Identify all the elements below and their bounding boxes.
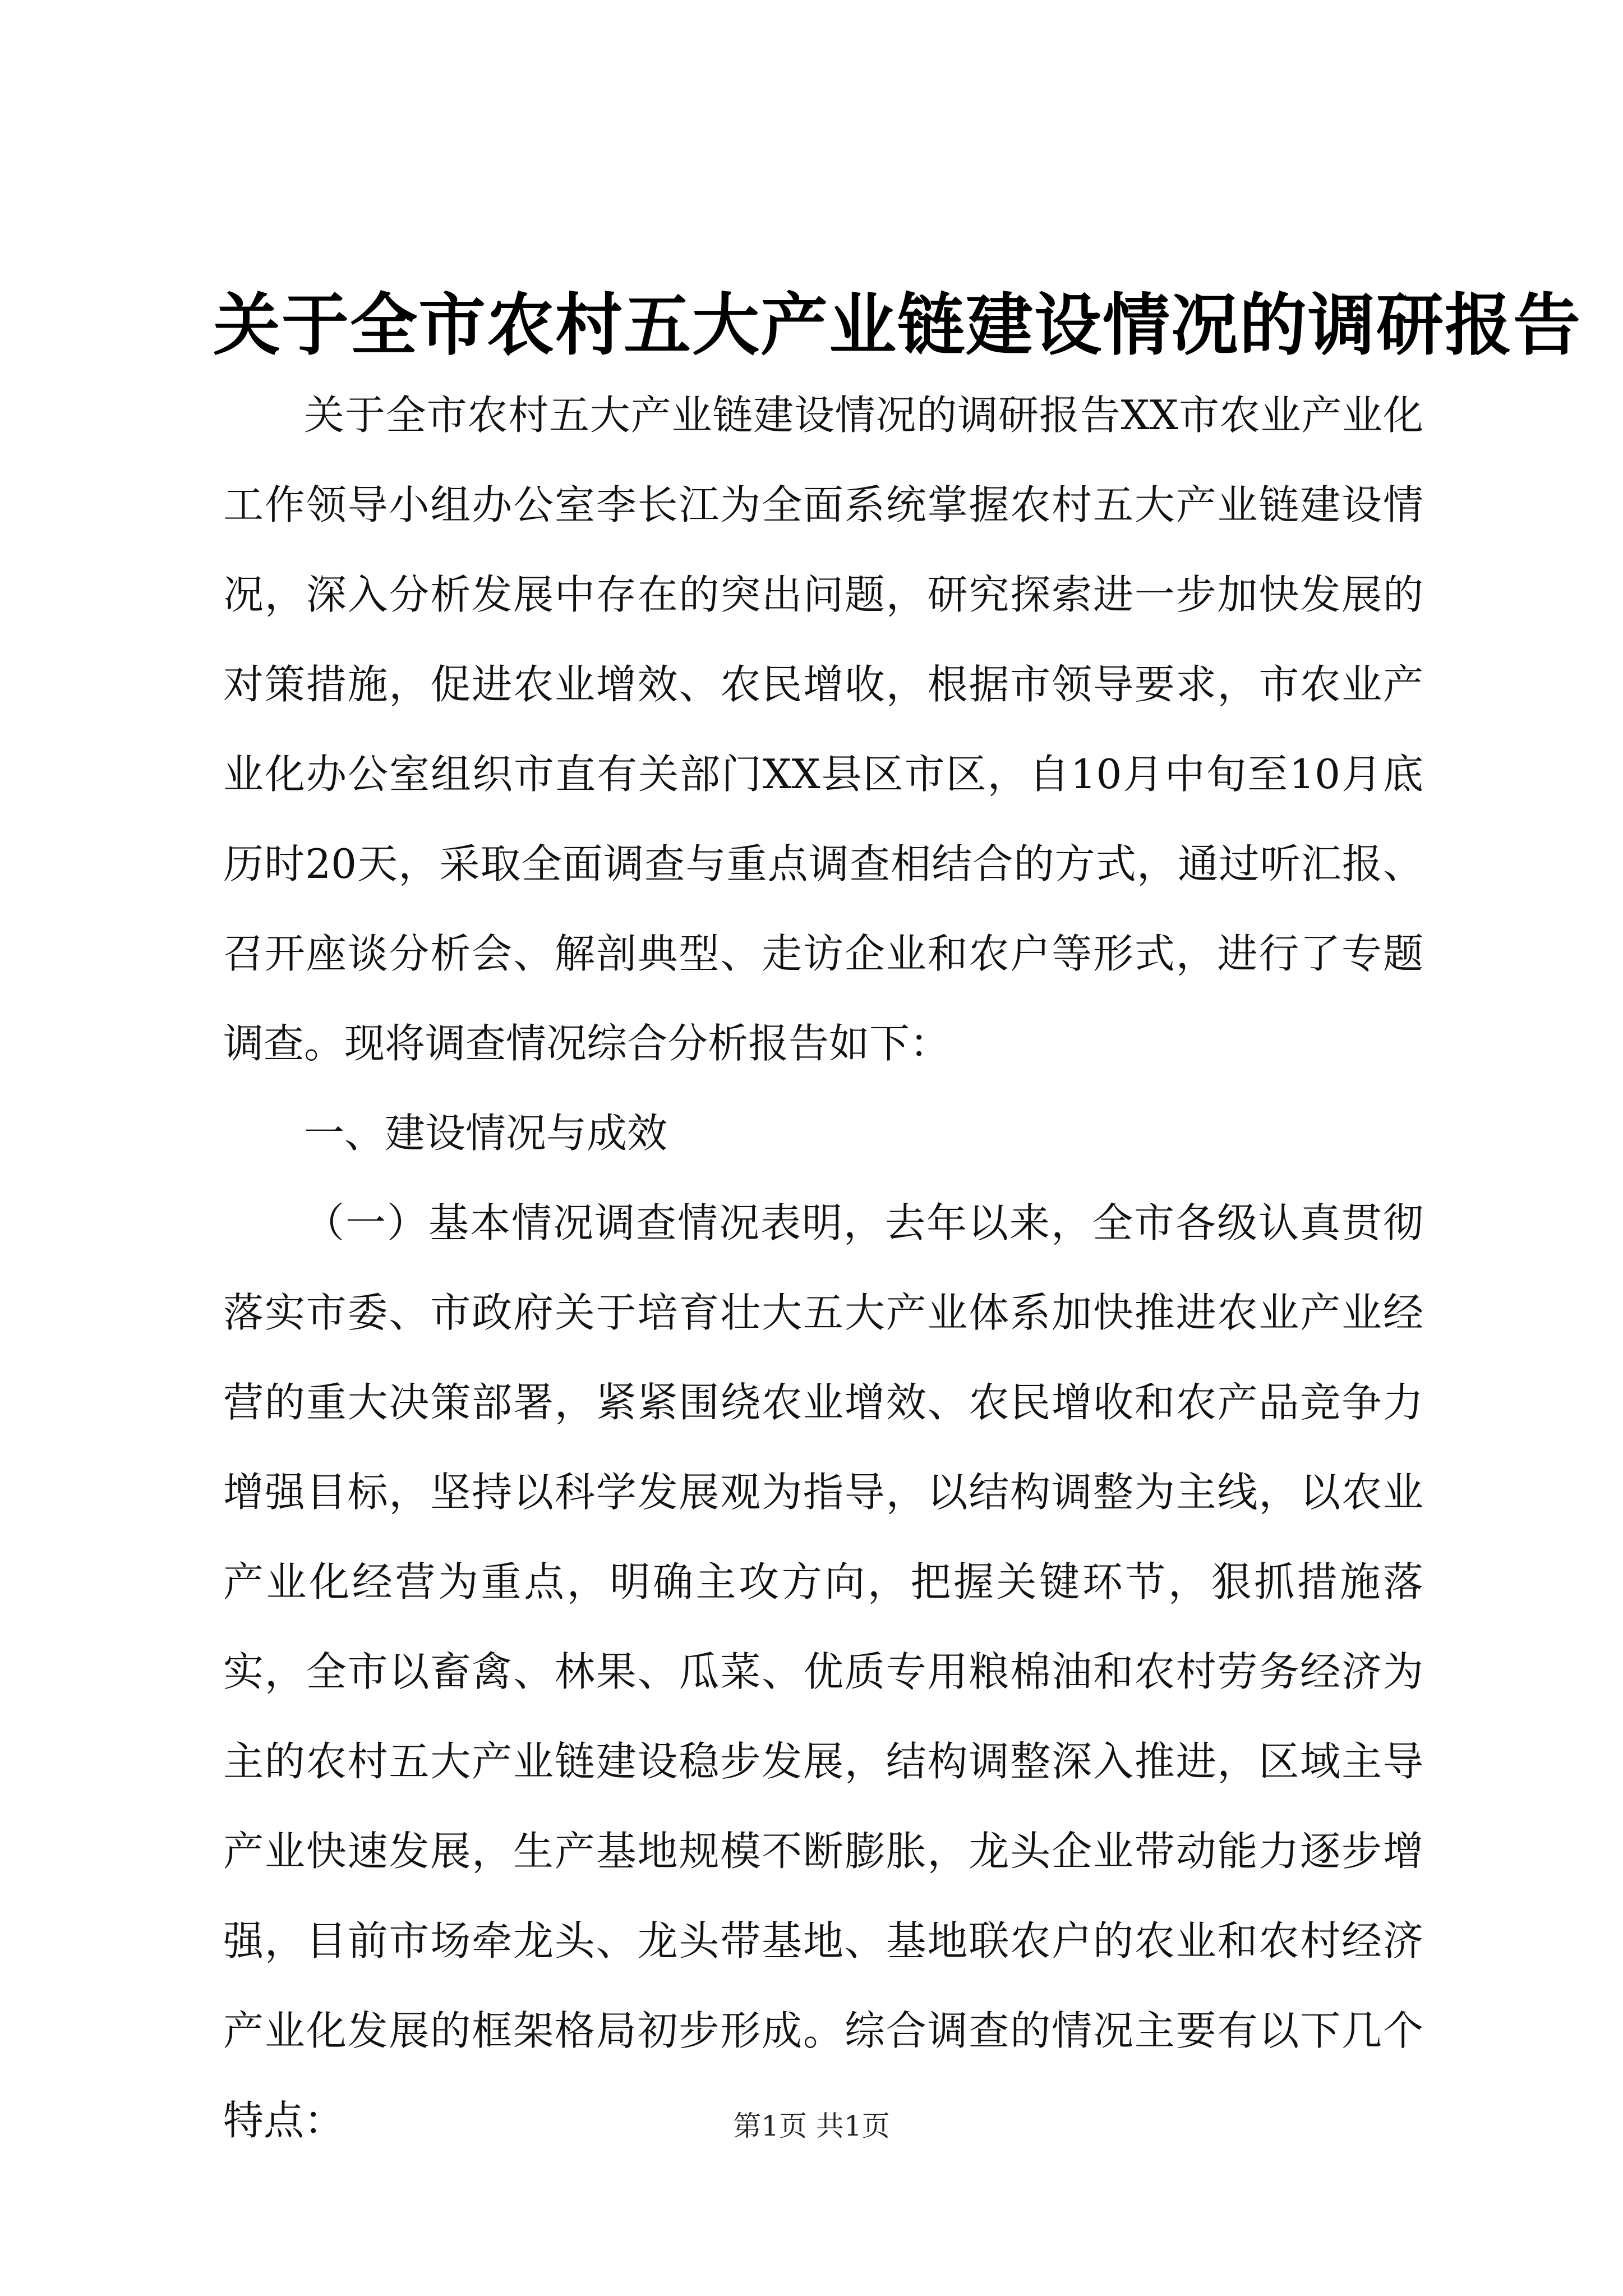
page-footer: 第1页 共1页: [733, 2110, 890, 2142]
document-body: [223, 370, 1423, 2165]
section-heading: 一、建设情况与成效: [304, 1110, 668, 1157]
basic-situation-paragraph: （一）基本情况调查情况表明，去年以来，全市各级认真贯彻落实市委、市政府关于培育壮大五大产业体系加快推进农业产业经营的重大决策部署，紧紧围绕农业增效、农民增收和农产品竞争力增强目标，坚持以科学发展观为指导，以结构调整为主线，以农业产业化经营为重点，明确主攻方向，把握关键环节，狠抓措施落实，全市以畜禽、林果、瓜菜、优质专用粮棉油和农村劳务经济为主的农村五大产业链建设稳步发展，结构调整深入推进，区域主导产业快速发展，生产基地规模不断膨胀，龙头企业带动能力逐步增强，目前市场牵龙头、龙头带基地、基地联农户的农业和农村经济产业化发展的框架格局初步形成。综合调查的情况主要有以下几个特点：: [223, 1199, 1423, 2144]
intro-paragraph: 关于全市农村五大产业链建设情况的调研报告XX市农业产业化工作领导小组办公室李长江为全面系统掌握农村五大产业链建设情况，深入分析发展中存在的突出问题，研究探索进一步加快发展的对策措施，促进农业增效、农民增收，根据市领导要求，市农业产业化办公室组织市直有关部门XX县区市区，自10月中旬至10月底历时20天，采取全面调查与重点调查相结合的方式，通过听汇报、召开座谈分析会、解剖典型、走访企业和农户等形式，进行了专题调查。现将调查情况综合分析报告如下：: [223, 392, 1423, 1067]
document-title: 关于全市农村五大产业链建设情况的调研报告: [213, 286, 1581, 365]
